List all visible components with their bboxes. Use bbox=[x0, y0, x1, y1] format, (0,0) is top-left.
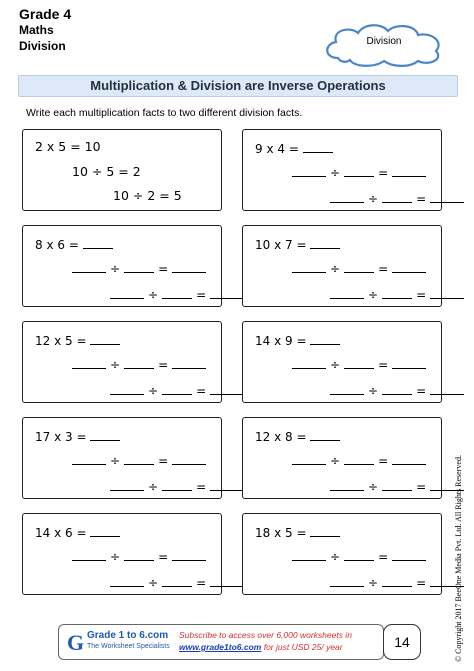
divide-sign: ÷ bbox=[110, 454, 121, 468]
equals-sign: = bbox=[158, 358, 169, 372]
dividend-blank[interactable] bbox=[72, 356, 106, 369]
product-answer-blank[interactable] bbox=[90, 524, 120, 537]
problem-fact bbox=[35, 524, 120, 540]
divide-sign: ÷ bbox=[368, 480, 379, 494]
equals-sign: = bbox=[196, 384, 207, 398]
problem-box bbox=[22, 225, 222, 307]
subject-label: Maths bbox=[19, 23, 54, 37]
problem-box bbox=[242, 129, 442, 211]
page-number: 14 bbox=[383, 624, 421, 660]
equals-sign: = bbox=[378, 358, 389, 372]
divisor-blank[interactable] bbox=[162, 574, 192, 587]
copyright-notice bbox=[454, 262, 464, 662]
dividend-blank[interactable] bbox=[292, 260, 326, 273]
cloud-label: Division bbox=[366, 36, 402, 47]
division-fact-row bbox=[72, 548, 206, 564]
problem-fact bbox=[255, 236, 340, 252]
quotient-blank[interactable] bbox=[210, 286, 244, 299]
divide-sign: ÷ bbox=[330, 262, 341, 276]
example-division-2: 10 ÷ 2 = 5 bbox=[113, 188, 182, 203]
equals-sign: = bbox=[158, 262, 169, 276]
divide-sign: ÷ bbox=[368, 288, 379, 302]
dividend-blank[interactable] bbox=[72, 548, 106, 561]
divisor-blank[interactable] bbox=[382, 478, 412, 491]
worksheet-title: Multiplication & Division are Inverse Operations bbox=[18, 75, 458, 97]
problem-text: 14 x 9 = bbox=[255, 334, 307, 348]
quotient-blank[interactable] bbox=[172, 356, 206, 369]
divisor-blank[interactable] bbox=[162, 286, 192, 299]
division-fact-row bbox=[292, 356, 426, 372]
problem-fact bbox=[255, 332, 340, 348]
division-fact-row bbox=[292, 548, 426, 564]
problem-text: 9 x 4 = bbox=[255, 142, 299, 156]
dividend-blank[interactable] bbox=[72, 452, 106, 465]
problem-box bbox=[242, 417, 442, 499]
product-answer-blank[interactable] bbox=[310, 428, 340, 441]
divisor-blank[interactable] bbox=[162, 478, 192, 491]
footer-banner bbox=[58, 624, 384, 660]
problem-box bbox=[242, 321, 442, 403]
dividend-blank[interactable] bbox=[110, 382, 144, 395]
product-answer-blank[interactable] bbox=[310, 332, 340, 345]
dividend-blank[interactable] bbox=[110, 286, 144, 299]
division-fact-row bbox=[110, 286, 244, 302]
cloud-badge bbox=[320, 20, 448, 68]
divisor-blank[interactable] bbox=[344, 164, 374, 177]
divide-sign: ÷ bbox=[148, 576, 159, 590]
divisor-blank[interactable] bbox=[162, 382, 192, 395]
quotient-blank[interactable] bbox=[210, 574, 244, 587]
division-fact-row bbox=[110, 574, 244, 590]
problem-text: 17 x 3 = bbox=[35, 430, 87, 444]
divisor-blank[interactable] bbox=[344, 548, 374, 561]
product-answer-blank[interactable] bbox=[90, 428, 120, 441]
dividend-blank[interactable] bbox=[292, 164, 326, 177]
product-answer-blank[interactable] bbox=[83, 236, 113, 249]
problem-box bbox=[22, 321, 222, 403]
divide-sign: ÷ bbox=[330, 550, 341, 564]
divide-sign: ÷ bbox=[148, 480, 159, 494]
problem-text: 12 x 5 = bbox=[35, 334, 87, 348]
dividend-blank[interactable] bbox=[330, 190, 364, 203]
division-fact-row bbox=[330, 382, 464, 398]
logo-name[interactable]: Grade 1 to 6.com bbox=[87, 630, 169, 641]
equals-sign: = bbox=[416, 480, 427, 494]
dividend-blank[interactable] bbox=[292, 548, 326, 561]
equals-sign: = bbox=[416, 384, 427, 398]
equals-sign: = bbox=[416, 576, 427, 590]
problem-fact bbox=[255, 524, 340, 540]
quotient-blank[interactable] bbox=[210, 382, 244, 395]
division-fact-row bbox=[292, 452, 426, 468]
instruction-text: Write each multiplication facts to two different division facts. bbox=[26, 107, 303, 119]
dividend-blank[interactable] bbox=[330, 574, 364, 587]
problem-fact bbox=[35, 236, 113, 252]
subscribe-text: Subscribe to access over 6,000 worksheets in bbox=[179, 630, 352, 640]
equals-sign: = bbox=[416, 288, 427, 302]
logo-tagline: The Worksheet Specialists bbox=[87, 643, 170, 650]
division-fact-row bbox=[110, 478, 244, 494]
example-division-1: 10 ÷ 5 = 2 bbox=[72, 164, 141, 179]
quotient-blank[interactable] bbox=[392, 452, 426, 465]
problem-fact bbox=[255, 428, 340, 444]
division-fact-row bbox=[330, 574, 464, 590]
problem-box bbox=[242, 513, 442, 595]
subscribe-link[interactable]: www.grade1to6.com bbox=[179, 642, 262, 652]
dividend-blank[interactable] bbox=[330, 478, 364, 491]
quotient-blank[interactable] bbox=[172, 452, 206, 465]
divide-sign: ÷ bbox=[110, 550, 121, 564]
quotient-blank[interactable] bbox=[392, 260, 426, 273]
equals-sign: = bbox=[378, 166, 389, 180]
equals-sign: = bbox=[158, 550, 169, 564]
problem-box bbox=[242, 225, 442, 307]
divide-sign: ÷ bbox=[148, 288, 159, 302]
division-fact-row bbox=[330, 478, 464, 494]
dividend-blank[interactable] bbox=[292, 452, 326, 465]
subscribe-line-2 bbox=[179, 642, 343, 652]
problem-text: 10 x 7 = bbox=[255, 238, 307, 252]
equals-sign: = bbox=[378, 262, 389, 276]
divisor-blank[interactable] bbox=[124, 548, 154, 561]
problem-box bbox=[22, 417, 222, 499]
topic-label: Division bbox=[19, 39, 66, 53]
problem-box bbox=[22, 513, 222, 595]
copyright-text: © Copyright 2017 BeeOne Media Pvt. Ltd. All Rights Reserved. bbox=[454, 455, 463, 662]
problem-text: 12 x 8 = bbox=[255, 430, 307, 444]
dividend-blank[interactable] bbox=[330, 286, 364, 299]
product-answer-blank[interactable] bbox=[303, 140, 333, 153]
divide-sign: ÷ bbox=[368, 384, 379, 398]
divide-sign: ÷ bbox=[148, 384, 159, 398]
quotient-blank[interactable] bbox=[172, 548, 206, 561]
dividend-blank[interactable] bbox=[330, 382, 364, 395]
division-fact-row bbox=[72, 452, 206, 468]
equals-sign: = bbox=[196, 576, 207, 590]
division-fact-row bbox=[292, 164, 426, 180]
product-answer-blank[interactable] bbox=[90, 332, 120, 345]
division-fact-row bbox=[72, 260, 206, 276]
quotient-blank[interactable] bbox=[430, 190, 464, 203]
problem-text: 18 x 5 = bbox=[255, 526, 307, 540]
dividend-blank[interactable] bbox=[292, 356, 326, 369]
quotient-blank[interactable] bbox=[172, 260, 206, 273]
divisor-blank[interactable] bbox=[382, 382, 412, 395]
divide-sign: ÷ bbox=[110, 358, 121, 372]
divisor-blank[interactable] bbox=[344, 452, 374, 465]
divide-sign: ÷ bbox=[330, 454, 341, 468]
example-box bbox=[22, 129, 222, 211]
division-fact-row bbox=[110, 382, 244, 398]
quotient-blank[interactable] bbox=[392, 356, 426, 369]
division-fact-row bbox=[330, 190, 464, 206]
problem-text: 8 x 6 = bbox=[35, 238, 79, 252]
divisor-blank[interactable] bbox=[382, 574, 412, 587]
divide-sign: ÷ bbox=[368, 192, 379, 206]
division-fact-row bbox=[330, 286, 464, 302]
equals-sign: = bbox=[158, 454, 169, 468]
divisor-blank[interactable] bbox=[344, 356, 374, 369]
example-fact: 2 x 5 = 10 bbox=[35, 139, 101, 154]
quotient-blank[interactable] bbox=[392, 164, 426, 177]
logo-icon: G bbox=[67, 630, 85, 655]
problem-text: 14 x 6 = bbox=[35, 526, 87, 540]
divide-sign: ÷ bbox=[330, 166, 341, 180]
quotient-blank[interactable] bbox=[210, 478, 244, 491]
divide-sign: ÷ bbox=[110, 262, 121, 276]
equals-sign: = bbox=[196, 480, 207, 494]
divisor-blank[interactable] bbox=[344, 260, 374, 273]
equals-sign: = bbox=[196, 288, 207, 302]
division-fact-row bbox=[72, 356, 206, 372]
quotient-blank[interactable] bbox=[392, 548, 426, 561]
product-answer-blank[interactable] bbox=[310, 524, 340, 537]
divide-sign: ÷ bbox=[330, 358, 341, 372]
product-answer-blank[interactable] bbox=[310, 236, 340, 249]
division-fact-row bbox=[292, 260, 426, 276]
subscribe-price: for just USD 25/ year bbox=[263, 642, 343, 652]
divisor-blank[interactable] bbox=[124, 452, 154, 465]
dividend-blank[interactable] bbox=[110, 478, 144, 491]
divisor-blank[interactable] bbox=[382, 286, 412, 299]
divide-sign: ÷ bbox=[368, 576, 379, 590]
dividend-blank[interactable] bbox=[110, 574, 144, 587]
divisor-blank[interactable] bbox=[382, 190, 412, 203]
divisor-blank[interactable] bbox=[124, 260, 154, 273]
dividend-blank[interactable] bbox=[72, 260, 106, 273]
equals-sign: = bbox=[416, 192, 427, 206]
equals-sign: = bbox=[378, 454, 389, 468]
problem-fact bbox=[35, 428, 120, 444]
grade-label: Grade 4 bbox=[19, 6, 72, 22]
divisor-blank[interactable] bbox=[124, 356, 154, 369]
worksheet-header bbox=[19, 6, 71, 54]
problem-fact bbox=[35, 332, 120, 348]
equals-sign: = bbox=[378, 550, 389, 564]
problem-fact bbox=[255, 140, 333, 156]
